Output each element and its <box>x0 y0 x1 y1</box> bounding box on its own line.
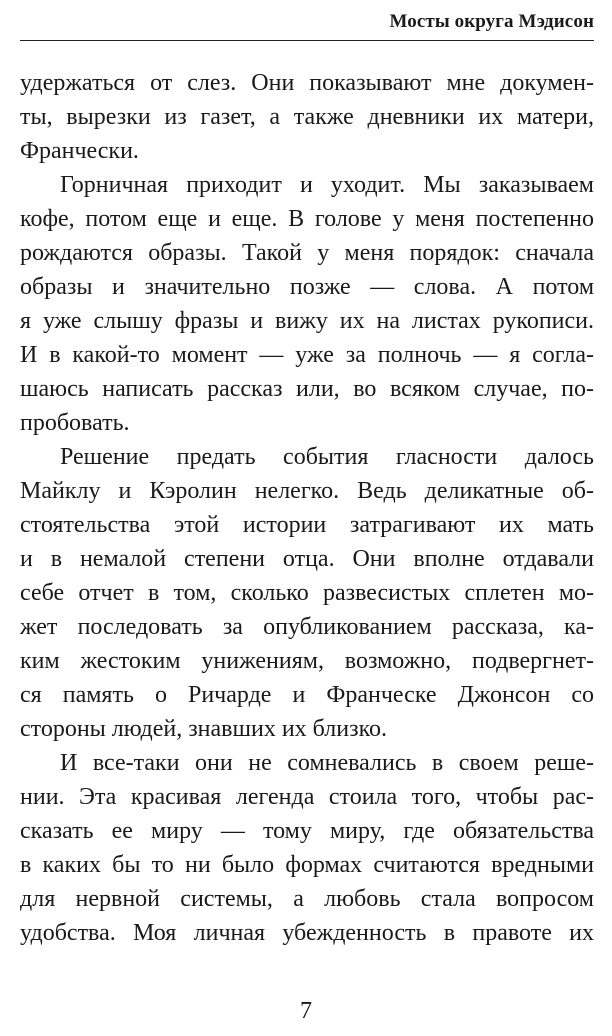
text-line: Франчески. <box>20 138 139 164</box>
text-line: И все-таки они не сомневались в своем реше- <box>60 750 594 776</box>
text-line: пробовать. <box>20 410 130 436</box>
text-line: ся память о Ричарде и Франческе Джонсон со <box>20 682 594 708</box>
text-line: стоятельства этой истории затрагивают их мать <box>20 512 594 538</box>
book-title: Мосты округа Мэдисон <box>389 11 594 32</box>
text-line: образы и значительно позже — слова. А потом <box>20 274 594 300</box>
paragraph-3 <box>20 440 594 746</box>
text-line: ты, вырезки из газет, а также дневники их матери, <box>20 104 594 130</box>
running-header <box>20 6 594 41</box>
text-line: ким жестоким унижениям, возможно, подвергнет- <box>20 648 594 674</box>
paragraph-1 <box>20 66 594 168</box>
text-line: Горничная приходит и уходит. Мы заказываем <box>60 172 594 198</box>
text-line: стороны людей, знавших их близко. <box>20 716 388 742</box>
text-line: Решение предать события гласности далось <box>60 444 594 470</box>
text-line: рождаются образы. Такой у меня порядок: сначала <box>20 240 594 266</box>
text-line: кофе, потом еще и еще. В голове у меня постепенно <box>20 206 594 232</box>
text-line: и в немалой степени отца. Они вполне отдавали <box>20 546 594 572</box>
text-line: себе отчет в том, сколько развесистых сплетен мо- <box>20 580 594 606</box>
text-line: сказать ее миру — тому миру, где обязательства <box>20 818 594 844</box>
page-number: 7 <box>300 998 312 1024</box>
paragraph-4 <box>20 746 594 950</box>
text-line: я уже слышу фразы и вижу их на листах рукописи. <box>20 308 594 334</box>
text-line: для нервной системы, а любовь стала вопросом <box>20 886 594 912</box>
text-line: удержаться от слез. Они показывают мне докумен- <box>20 70 594 96</box>
text-line: жет последовать за опубликованием рассказа, ка- <box>20 614 594 640</box>
paragraph-2 <box>20 168 594 440</box>
text-line: шаюсь написать рассказ или, во всяком случае, по- <box>20 376 594 402</box>
text-line: в каких бы то ни было формах считаются вредными <box>20 852 594 878</box>
text-line: нии. Эта красивая легенда стоила того, чтобы рас- <box>20 784 594 810</box>
text-line: Майклу и Кэролин нелегко. Ведь деликатные об- <box>20 478 594 504</box>
body-text <box>20 66 594 950</box>
text-line: И в какой-то момент — уже за полночь — я согла- <box>20 342 594 368</box>
text-line: удобства. Моя личная убежденность в правоте их <box>20 920 594 946</box>
